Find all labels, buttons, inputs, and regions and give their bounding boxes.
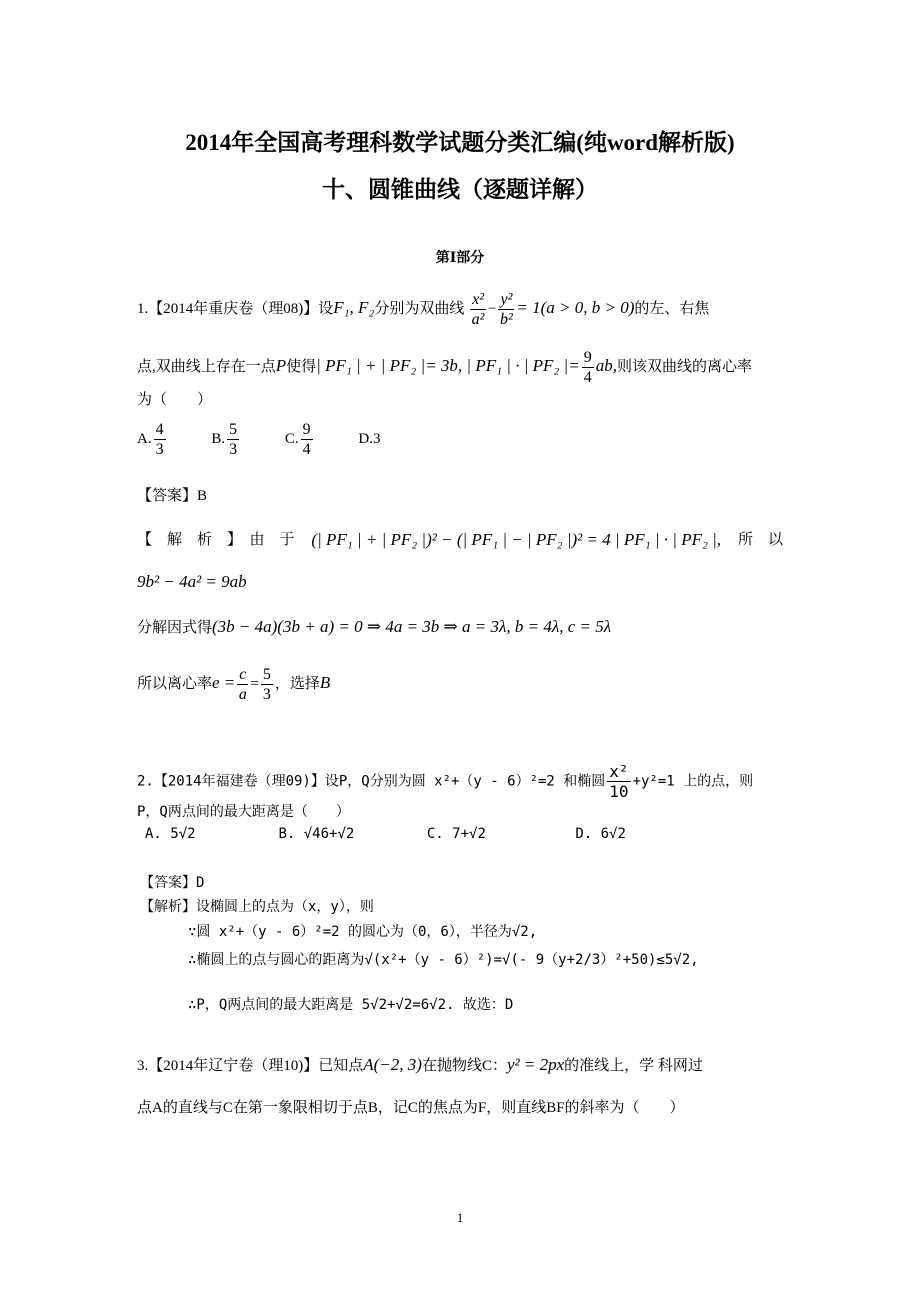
fraction [261, 665, 273, 704]
fraction [301, 420, 313, 459]
q3-line-1 [137, 1055, 703, 1076]
option-value: √46+√2 [303, 826, 355, 842]
q1-text: 点,双曲线上存在一点 [137, 358, 276, 375]
q1-math: P [275, 355, 287, 375]
numerator: 9 [302, 421, 311, 438]
numerator: 9 [583, 349, 592, 366]
q2-options [145, 824, 666, 844]
q1-math: ab, [595, 355, 617, 375]
q2-text: ∴椭圆上的点与圆心的距离为 [188, 952, 365, 968]
option-b [278, 824, 378, 844]
q1-math: e = [212, 672, 236, 692]
q1-math: (3b − 4a)(3b + a) = 0 ⇒ 4a = 3b ⇒ a = 3λ, b = 4λ, c = 5λ [212, 617, 612, 636]
q1-options [137, 420, 420, 459]
q2-solution-3 [188, 950, 699, 970]
option-a [137, 420, 168, 459]
q3-text: 3.【2014年辽宁卷（理10)】已知点 [137, 1058, 364, 1074]
q1-text: 分解因式得 [137, 620, 213, 636]
option-value: 7+√2 [452, 826, 486, 842]
document-subtitle: 十、圆锥曲线（逐题详解） [322, 177, 598, 202]
option-key: A. [145, 826, 162, 842]
q1-solution-3 [137, 617, 611, 638]
denominator: 3 [262, 686, 271, 703]
option-value: 5√2 [170, 826, 196, 842]
q1-text: 所以离心率 [137, 675, 213, 692]
q2-line-2: P，Q两点间的最大距离是（ ） [137, 804, 350, 820]
q2-solution-4: ∴P，Q两点间的最大距离是 5√2+√2=6√2. 故选：D [188, 997, 514, 1013]
q1-solution-2: 9b² − 4a² = 9ab [137, 572, 247, 591]
fraction [227, 420, 239, 459]
option-key: C. [284, 430, 299, 447]
option-value: 6√2 [600, 826, 626, 842]
numerator: 4 [155, 421, 164, 438]
q1-text: 的左、右焦 [634, 300, 710, 317]
q1-math: (| PF₁ | + | PF₂ |)² − (| PF₁ | − | PF₂ |)² = 4 | PF₁ | · | PF₂ |, [311, 530, 722, 549]
page-number: 1 [456, 1210, 464, 1225]
section-heading: 第Ⅰ部分 [435, 251, 485, 266]
option-value: 3 [372, 430, 381, 447]
q3-text: 在抛物线C： [421, 1058, 507, 1074]
option-key: D. [358, 430, 373, 447]
q1-text: 分别为双曲线 [374, 300, 465, 317]
q2-answer: 【答案】D [140, 875, 205, 891]
q1-text: 1.【2014年重庆卷（理08)】设 [137, 300, 334, 317]
q3-math: A(−2, 3) [363, 1055, 422, 1074]
fraction [470, 290, 486, 329]
option-d [358, 429, 380, 449]
numerator: x² [472, 291, 485, 308]
q2-solution-2: ∵圆 x²+（y - 6）²=2 的圆心为（0，6），半径为√2, [188, 924, 538, 940]
numerator: 5 [229, 421, 238, 438]
numerator: c [239, 666, 247, 683]
q2-text: +y²=1 上的点，则 [632, 773, 754, 790]
fraction [607, 762, 630, 801]
q1-text: 则该双曲线的离心率 [616, 358, 752, 375]
option-key: B. [278, 826, 296, 842]
option-c [285, 420, 315, 459]
q3-text: 的准线上，学 科网过 [564, 1058, 703, 1074]
q1-math: = 1(a > 0, b > 0) [516, 297, 635, 317]
denominator: 3 [229, 441, 238, 458]
fraction [498, 290, 514, 329]
option-d [575, 824, 626, 844]
operator: = [250, 675, 259, 692]
option-key: C. [426, 826, 444, 842]
fraction [237, 665, 248, 704]
denominator: a² [471, 311, 485, 328]
q1-line-1 [137, 290, 709, 329]
denominator: 3 [155, 441, 164, 458]
option-c [427, 824, 527, 844]
denominator: b² [500, 311, 513, 328]
q1-math: F₁, F₂ [333, 297, 375, 317]
q1-solution-1 [137, 530, 783, 550]
q3-math: y² = 2px [506, 1055, 565, 1074]
option-key: A. [137, 430, 152, 447]
operator: − [488, 300, 497, 317]
q1-text: 所 以 [737, 532, 783, 548]
option-key: B. [211, 430, 226, 447]
q3-line-2: 点A的直线与C在第一象限相切于点B，记C的焦点为F，则直线BF的斜率为（ ） [137, 1100, 685, 1116]
denominator: 4 [583, 369, 592, 386]
q1-text: 使得 [286, 358, 317, 375]
q1-text: ，选择 [274, 675, 320, 692]
option-b [211, 420, 241, 459]
denominator: a [238, 686, 247, 703]
q1-line-3: 为（ ） [137, 392, 213, 408]
q1-math: | PF₁ | + | PF₂ |= 3b, | PF₁ | · | PF₂ |= [316, 355, 580, 375]
document-title: 2014年全国高考理科数学试题分类汇编(纯word解析版) [185, 130, 735, 155]
q1-line-2 [137, 348, 752, 387]
q2-line-1 [137, 762, 753, 801]
fraction [582, 348, 594, 387]
q1-text: 【 解 析 】 由 于 [137, 532, 295, 548]
numerator: x² [609, 762, 629, 781]
denominator: 10 [609, 782, 629, 801]
denominator: 4 [302, 441, 311, 458]
q2-math: √(x²+（y - 6）²)=√(- 9（y+2/3）²+50)≤5√2, [364, 952, 699, 968]
numerator: y² [500, 291, 513, 308]
q2-solution-1: 【解析】设椭圆上的点为（x，y），则 [140, 899, 374, 915]
q1-math: B [319, 672, 331, 692]
fraction [154, 420, 166, 459]
q1-answer: 【答案】B [137, 488, 208, 504]
numerator: 5 [262, 666, 271, 683]
option-a [145, 824, 230, 844]
option-key: D. [575, 826, 593, 842]
q2-text: 2.【2014年福建卷（理09)】设P，Q分别为圆 x²+（y - 6）²=2 和椭圆 [137, 773, 606, 790]
q1-solution-4 [137, 665, 330, 704]
